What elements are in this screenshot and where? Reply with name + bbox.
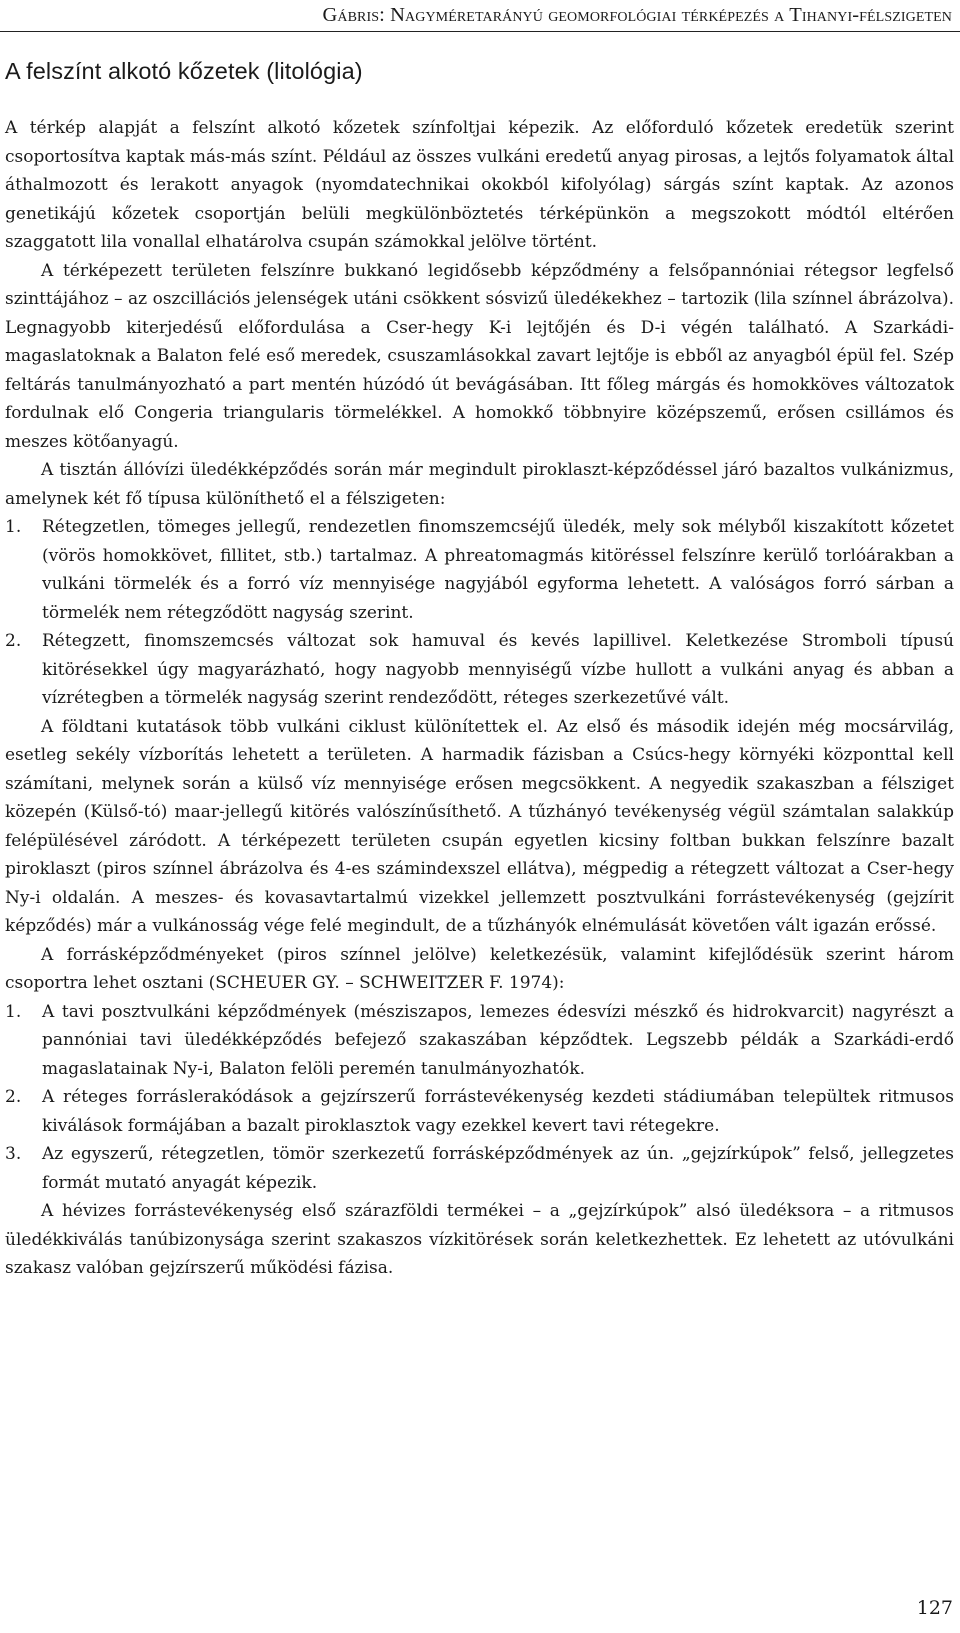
paragraph: A földtani kutatások több vulkáni ciklust különítettek el. Az első és második idején még mocsárvilág, esetleg sekély vízborítás lehetett a területen. A harmadik fázisban a Csúcs-hegy környéki központtal kell számítani, melynek során a külső víz mennyisége erősen megcsökkent. A negyedik szakaszban a félsziget közepén (Külső-tó) maar-jellegű kitörés valószínűsíthető. A tűzhányó tevékenység végül számtalan salakkúp felépülésével záródott. A térképezett területen csupán egyetlen kicsiny foltban bukkan felszínre bazalt piroklaszt (piros színnel ábrázolva és 4-es számindexszel ellátva), mégpedig a rétegzett változat a Cser-hegy Ny-i oldalán. A meszes- és kovasavtartalmú vizekkel jellemzett posztvulkáni forrástevékenység (gejzírit képződés) már a vulkánosság vége felé megindult, de a tűzhányók elnémulását követően vált igazán erőssé. [5, 716, 954, 936]
section-title: A felszínt alkotó kőzetek (litológia) [5, 58, 363, 84]
list-item-text: A réteges forráslerakódások a gejzírszerű forrástevékenység kezdeti stádiumában települtek ritmusos kiválások formájában a bazalt piroklasztok vagy ezekkel kevert tavi rétegekre. [42, 1087, 954, 1136]
paragraph: A tisztán állóvízi üledékképződés során már megindult piroklaszt-képződéssel járó bazaltos vulkánizmus, amelynek két fő típusa különíthető el a félszigeten: [5, 460, 954, 509]
article-body [5, 114, 954, 1283]
volcanism-types-list [5, 513, 954, 713]
paragraph: A térképezett területen felszínre bukkanó legidősebb képződmény a felsőpannóniai rétegsor legfelső szinttájához – az oszcillációs jelenségek utáni csökkent sósvizű üledékekhez – tartozik (lila színnel ábrázolva). Legnagyobb kiterjedésű előfordulása a Cser-hegy K-i lejtőjén és D-i végén található. A Szarkádi-magaslatoknak a Balaton felé eső meredek, csuszamlásokkal zavart lejtője is ebből az anyagból épül fel. Szép feltárás tanulmányozható a part mentén húzódó út bevágásában. Itt főleg márgás és homokköves változatok fordulnak elő Congeria triangularis törmelékkel. A homokkő többnyire középszemű, erősen csillámos és meszes kötőanyagú. [5, 260, 954, 452]
list-number: 2. [5, 631, 22, 651]
list-number: 2. [5, 1087, 22, 1107]
list-number: 1. [5, 517, 22, 537]
list-item-text: A tavi posztvulkáni képződmények (mésziszapos, lemezes édesvízi mészkő és hidrokvarcit) nagyrészt a pannóniai tavi üledékképződés befejező szakaszában képződtek. Legszebb példák a Szarkádi-erdő magaslatainak Ny-i, Balaton felöli peremén tanulmányozhatók. [42, 1001, 954, 1079]
list-item [5, 998, 954, 1084]
page-number: 127 [916, 1597, 953, 1619]
list-item-text: Rétegzetlen, tömeges jellegű, rendezetlen finomszemcséjű üledék, mely sok mélyből kiszakított kőzetet (vörös homokkövet, fillitet, stb.) tartalmaz. A phreatomagmás kitöréssel felszínre kerülő torlóárakban a vulkáni törmelék és a forró víz mennyisége nagyjából egyforma lehetett. A valóságos forró sárban a törmelék nem rétegződött nagyság szerint. [42, 517, 954, 623]
list-item [5, 1140, 954, 1197]
paragraph: A térkép alapját a felszínt alkotó kőzetek színfoltjai képezik. Az előforduló kőzetek eredetük szerint csoportosítva kaptak más-más színt. Például az összes vulkáni eredetű anyag pirosas, a lejtős folyamatok által áthalmozott és lerakott anyagok (nyomdatechnikai okokból kifolyólag) sárgás színt kaptak. Az azonos genetikájú kőzetek csoportján belüli megkülönböztetés térképünkön a megszokott módtól eltérően szaggatott lila vonallal elhatárolva csupán számokkal jelölve történt. [5, 118, 955, 252]
list-number: 1. [5, 1001, 22, 1022]
spring-formations-list [5, 998, 954, 1198]
running-header: Gábris: Nagyméretarányú geomorfológiai térképezés a Tihanyi-félszigeten [0, 0, 960, 32]
list-item [5, 513, 954, 627]
paragraph: A hévizes forrástevékenység első szárazföldi termékei – a „gejzírkúpok” alsó üledéksora – a ritmusos üledékkiválás tanúbizonysága szerint szakaszos vízkitörések során keletkezhettek. Ez lehetett az utóvulkáni szakasz valóban gejzírszerű működési fázisa. [5, 1201, 954, 1278]
paragraph: A forrásképződményeket (piros színnel jelölve) keletkezésük, valamint kifejlődésük szerint három csoportra lehet osztani (SCHEUER GY. – SCHWEITZER F. 1974): [5, 944, 954, 993]
list-number: 3. [5, 1144, 22, 1164]
list-item [5, 1083, 954, 1140]
list-item [5, 627, 954, 713]
list-item-text: Az egyszerű, rétegzetlen, tömör szerkezetű forrásképződmények az ún. „gejzírkúpok” felső, jellegzetes formát mutató anyagát képezik. [42, 1144, 954, 1193]
list-item-text: Rétegzett, finomszemcsés változat sok hamuval és kevés lapillivel. Keletkezése Stromboli típusú kitörésekkel úgy magyarázható, hogy nagyobb mennyiségű vízbe hullott a vulkáni anyag és abban a vízrétegben a törmelék nagyság szerint rendeződött, réteges szerkezetűvé vált. [42, 631, 954, 708]
